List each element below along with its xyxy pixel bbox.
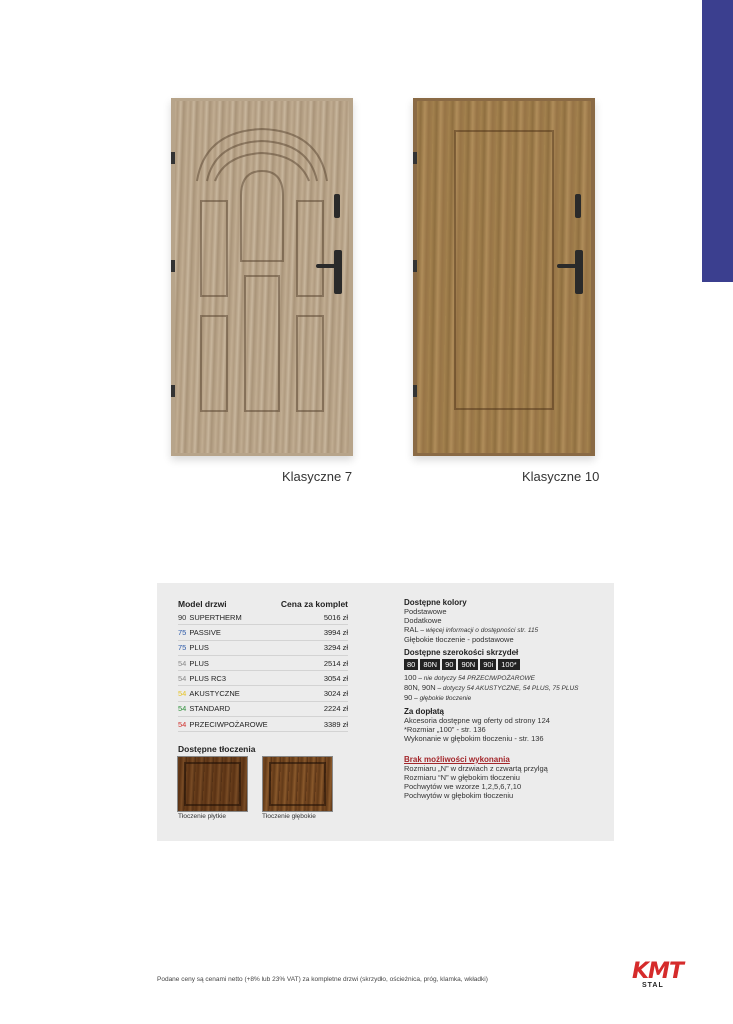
embossing-shallow-image — [177, 756, 248, 812]
door-1-handle — [316, 264, 338, 268]
width-option: 90N — [458, 659, 478, 670]
kmt-stal-logo — [632, 959, 698, 991]
door-caption-klasyczne-7: Klasyczne 7 — [282, 469, 353, 484]
width-option: 80 — [404, 659, 418, 670]
door-2-handle-plate — [575, 250, 583, 294]
model-price: 5016 zł — [323, 612, 348, 622]
header-price: Cena za komplet — [280, 599, 348, 609]
model-label: PLUS — [189, 658, 209, 668]
model-label: SUPERTHERM — [189, 612, 242, 622]
restrictions-line-4: Pochwytów w głębokim tłoczeniu — [404, 791, 514, 800]
price-row — [178, 686, 348, 701]
model-name — [178, 613, 242, 622]
widths-note-2: 80N, 90N – dotyczy 54 AKUSTYCZNE, 54 PLUS, 75 PLUS — [404, 683, 579, 692]
model-number: 75 — [178, 643, 187, 653]
model-price: 3294 zł — [323, 643, 348, 653]
widths-note-1: 100 – nie dotyczy 54 PRZECIWPOŻAROWE — [404, 673, 535, 682]
extra-line-2: *Rozmiar „100” - str. 136 — [404, 725, 486, 734]
model-number: 54 — [178, 704, 187, 714]
model-label: PRZECIWPOŻAROWE — [189, 719, 268, 729]
door-2-hinge-bottom — [413, 385, 417, 397]
width-option: 80N — [420, 659, 440, 670]
model-number: 75 — [178, 627, 187, 637]
door-1-hinge-mid — [171, 260, 175, 272]
model-label: AKUSTYCZNE — [189, 689, 240, 699]
price-row — [178, 702, 348, 717]
model-label: PLUS — [189, 643, 209, 653]
extra-title: Za dopłatą — [404, 707, 445, 716]
model-name — [178, 659, 209, 668]
footer-price-note: Podane ceny są cenami netto (+8% lub 23% VAT) za kompletne drzwi (skrzydło, ościeżnica, próg, klamka, wkładki) — [157, 976, 488, 983]
embossing-shallow-caption: Tłoczenie płytkie — [178, 813, 227, 820]
restrictions-line-1: Rozmiaru „N” w drzwiach z czwartą przylgą — [404, 764, 548, 773]
door-2-handle — [557, 264, 579, 268]
colors-line-4: Głębokie tłoczenie - podstawowe — [404, 635, 514, 644]
model-label: STANDARD — [189, 704, 231, 714]
colors-line-1: Podstawowe — [404, 607, 447, 616]
price-table-header — [178, 598, 348, 610]
price-row — [178, 641, 348, 656]
model-price: 2224 zł — [323, 704, 348, 714]
model-name — [178, 643, 209, 652]
colors-line-3: RAL – więcej informacji o dostępności str. 115 — [404, 625, 539, 634]
width-option: 100* — [498, 659, 519, 670]
door-1-hinge-top — [171, 152, 175, 164]
colors-title: Dostępne kolory — [404, 598, 467, 607]
model-name — [178, 674, 226, 683]
model-number: 54 — [178, 689, 187, 699]
model-number: 90 — [178, 612, 187, 622]
model-number: 54 — [178, 658, 187, 668]
widths-title: Dostępne szerokości skrzydeł — [404, 648, 519, 657]
restrictions-line-2: Rozmiaru “N” w głębokim tłoczeniu — [404, 773, 520, 782]
door-klasyczne-10-panel — [454, 130, 554, 410]
width-option: 90i — [480, 659, 496, 670]
widths-note-3: 90 – głębokie tłoczenie — [404, 693, 472, 702]
model-number: 54 — [178, 719, 187, 729]
embossing-deep-image — [262, 756, 333, 812]
restrictions-title: Brak możliwości wykonania — [404, 755, 510, 764]
section-tab — [702, 0, 733, 282]
info-details — [404, 598, 604, 800]
price-row — [178, 610, 348, 625]
door-2-hinge-mid — [413, 260, 417, 272]
model-price: 3024 zł — [323, 689, 348, 699]
door-1-lock-plate — [334, 194, 340, 218]
door-caption-klasyczne-10: Klasyczne 10 — [522, 469, 600, 484]
model-name — [178, 628, 221, 637]
door-1-hinge-bottom — [171, 385, 175, 397]
price-table — [178, 598, 348, 732]
model-number: 54 — [178, 673, 187, 683]
model-price: 3054 zł — [323, 673, 348, 683]
colors-line-2: Dodatkowe — [404, 616, 442, 625]
model-name — [178, 720, 268, 729]
header-model: Model drzwi — [178, 599, 227, 609]
model-price: 2514 zł — [323, 658, 348, 668]
price-row — [178, 671, 348, 686]
price-row — [178, 656, 348, 671]
embossing-deep-caption: Tłoczenie głębokie — [262, 813, 316, 820]
width-options — [404, 659, 604, 670]
extra-line-1: Akcesoria dostępne wg oferty od strony 124 — [404, 716, 550, 725]
door-2-hinge-top — [413, 152, 417, 164]
embossing-title: Dostępne tłoczenia — [178, 744, 256, 754]
door-klasyczne-7-panels — [175, 101, 349, 453]
logo-sub: STAL — [642, 982, 664, 989]
restrictions-line-3: Pochwytów we wzorze 1,2,5,6,7,10 — [404, 782, 522, 791]
model-label: PASSIVE — [189, 627, 221, 637]
price-row — [178, 625, 348, 640]
logo-main: KMT — [632, 959, 683, 984]
extra-line-3: Wykonanie w głębokim tłoczeniu - str. 136 — [404, 734, 544, 743]
door-1-handle-plate — [334, 250, 342, 294]
model-label: PLUS RC3 — [189, 673, 227, 683]
price-row — [178, 717, 348, 732]
price-rows — [178, 610, 348, 732]
model-name — [178, 704, 230, 713]
width-option: 90 — [442, 659, 456, 670]
model-price: 3389 zł — [323, 719, 348, 729]
model-price: 3994 zł — [323, 627, 348, 637]
model-name — [178, 689, 240, 698]
door-2-lock-plate — [575, 194, 581, 218]
